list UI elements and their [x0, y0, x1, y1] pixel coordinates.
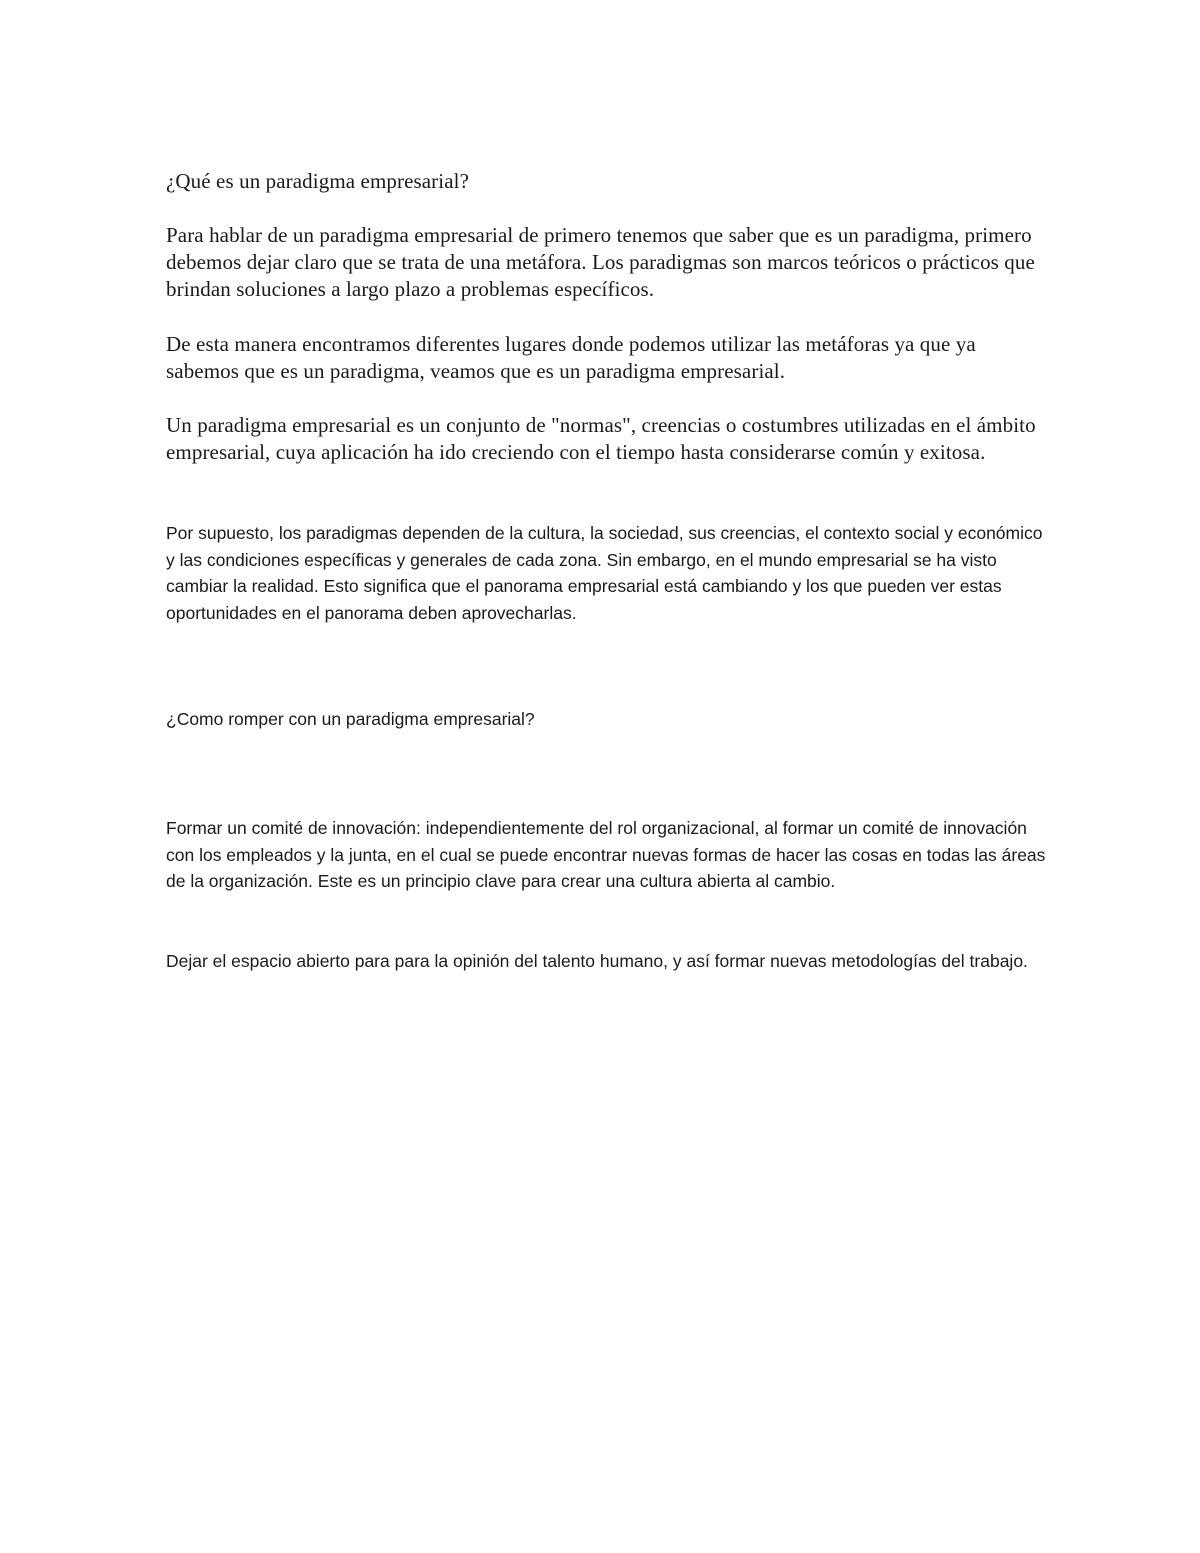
paragraph-metaphors: De esta manera encontramos diferentes lugares donde podemos utilizar las metáforas ya que ya sabemos que es un paradigma, veamos que es un paradigma empresarial.: [166, 332, 976, 383]
paragraph-paradigm-definition: Para hablar de un paradigma empresarial de primero tenemos que saber que es un paradigma, primero debemos dejar claro que se trata de una metáfora. Los paradigmas son marcos teóricos o prácticos que brindan soluciones a largo plazo a problemas específicos.: [166, 223, 1035, 301]
paragraph-culture-context: Por supuesto, los paradigmas dependen de la cultura, la sociedad, sus creencias, el contexto social y económico y las condiciones específicas y generales de cada zona. Sin embargo, en el mundo empresarial se ha visto cambiar la realidad. Esto significa que el panorama empresarial está cambiando y los que pueden ver estas oportunidades en el panorama deben aprovecharlas.: [166, 523, 1043, 623]
document-title: ¿Qué es un paradigma empresarial?: [166, 169, 469, 193]
section-heading-break-paradigm: ¿Como romper con un paradigma empresarial?: [166, 709, 535, 729]
paragraph-open-space: Dejar el espacio abierto para para la opinión del talento humano, y así formar nuevas metodologías del trabajo.: [166, 951, 1028, 971]
paragraph-innovation-committee: Formar un comité de innovación: independientemente del rol organizacional, al formar un comité de innovación con los empleados y la junta, en el cual se puede encontrar nuevas formas de hacer las cosas en todas las áreas de la organización. Este es un principio clave para crear una cultura abierta al cambio.: [166, 818, 1046, 891]
paragraph-business-paradigm: Un paradigma empresarial es un conjunto de "normas", creencias o costumbres utilizadas en el ámbito empresarial, cuya aplicación ha ido creciendo con el tiempo hasta considerarse común y exitosa.: [166, 413, 1036, 464]
